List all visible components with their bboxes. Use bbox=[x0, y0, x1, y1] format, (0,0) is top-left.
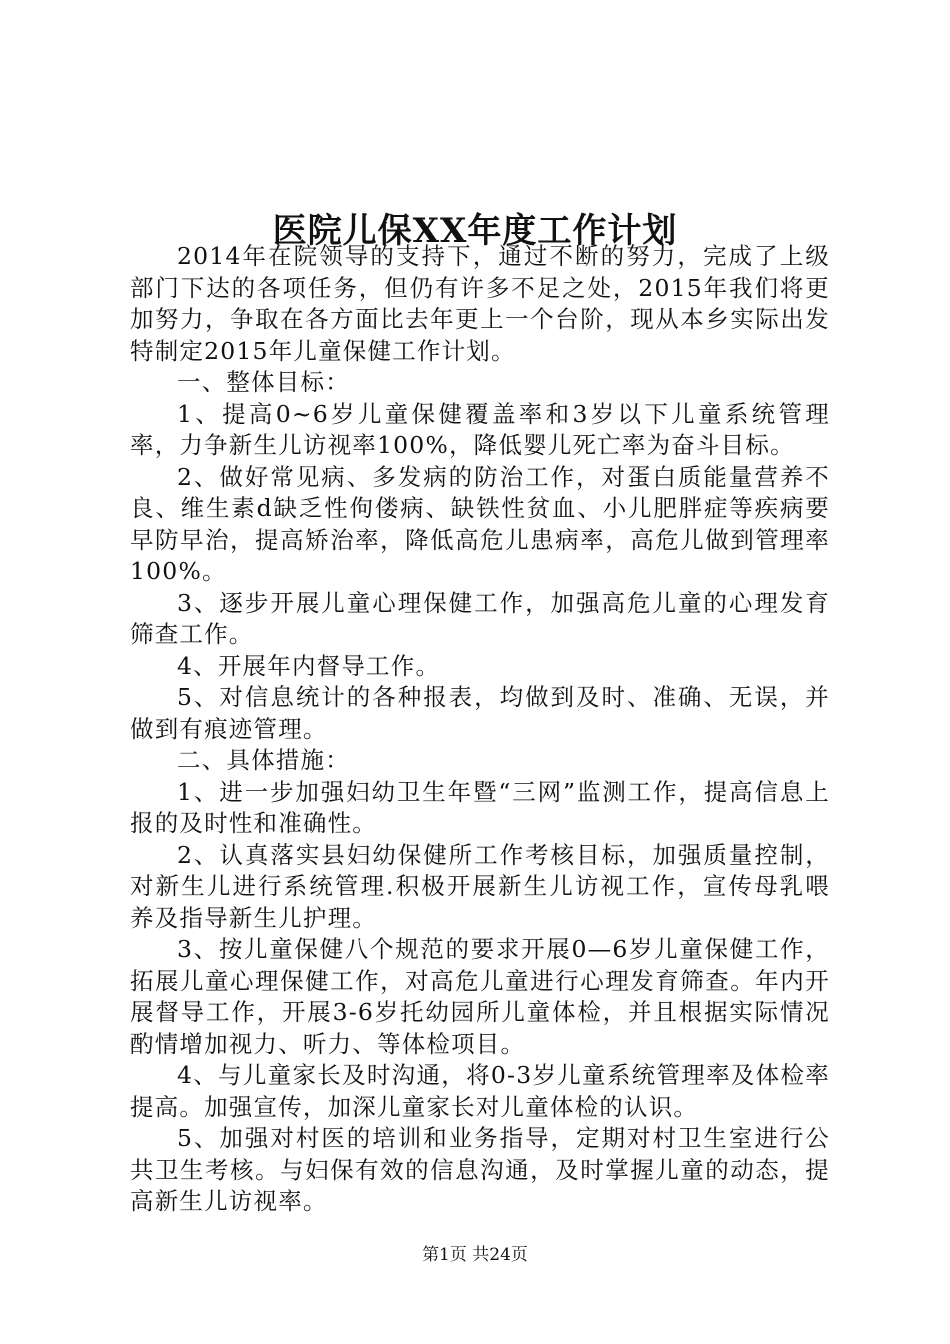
measure-item-5: 5、加强对村医的培训和业务指导，定期对村卫生室进行公共卫生考核。与妇保有效的信息沟通，及时掌握儿童的动态，提高新生儿访视率。 bbox=[130, 1124, 830, 1215]
paragraph-intro: 2014年在院领导的支持下，通过不断的努力，完成了上级部门下达的各项任务，但仍有许多不足之处，2015年我们将更加努力，争取在各方面比去年更上一个台阶，现从本乡实际出发特制定2015年儿童保健工作计划。 bbox=[130, 242, 830, 365]
measure-item-1: 1、进一步加强妇幼卫生年暨“三网”监测工作，提高信息上报的及时性和准确性。 bbox=[130, 777, 830, 837]
goal-item-2: 2、做好常见病、多发病的防治工作，对蛋白质能量营养不良、维生素d缺乏性佝偻病、缺铁性贫血、小儿肥胖症等疾病要早防早治，提高矫治率，降低高危儿患病率，高危儿做到管理率100%。 bbox=[130, 462, 830, 585]
measure-item-2: 2、认真落实县妇幼保健所工作考核目标，加强质量控制，对新生儿进行系统管理.积极开展新生儿访视工作，宣传母乳喂养及指导新生儿护理。 bbox=[130, 840, 830, 932]
measure-item-3: 3、按儿童保健八个规范的要求开展0—6岁儿童保健工作，拓展儿童心理保健工作，对高危儿童进行心理发育筛查。年内开展督导工作，开展3-6岁托幼园所儿童体检，并且根据实际情况酌情增加视力、听力、等体检项目。 bbox=[130, 935, 830, 1058]
page-footer: 第1页 共24页 bbox=[422, 1245, 528, 1265]
document-title: 医院儿保XX年度工作计划 bbox=[272, 210, 678, 251]
document-body bbox=[130, 241, 830, 1218]
section-heading-goals: 一、整体目标： bbox=[177, 368, 350, 396]
goal-item-5: 5、对信息统计的各种报表，均做到及时、准确、无误，并做到有痕迹管理。 bbox=[130, 683, 830, 743]
goal-item-4: 4、开展年内督导工作。 bbox=[177, 651, 441, 680]
goal-item-3: 3、逐步开展儿童心理保健工作，加强高危儿童的心理发育筛查工作。 bbox=[130, 588, 830, 648]
goal-item-1: 1、提高0~6岁儿童保健覆盖率和3岁以下儿童系统管理率，力争新生儿访视率100%，降低婴儿死亡率为奋斗目标。 bbox=[130, 399, 830, 459]
section-heading-measures: 二、具体措施： bbox=[177, 746, 350, 774]
measure-item-4: 4、与儿童家长及时沟通，将0-3岁儿童系统管理率及体检率提高。加强宣传，加深儿童家长对儿童体检的认识。 bbox=[130, 1061, 830, 1121]
